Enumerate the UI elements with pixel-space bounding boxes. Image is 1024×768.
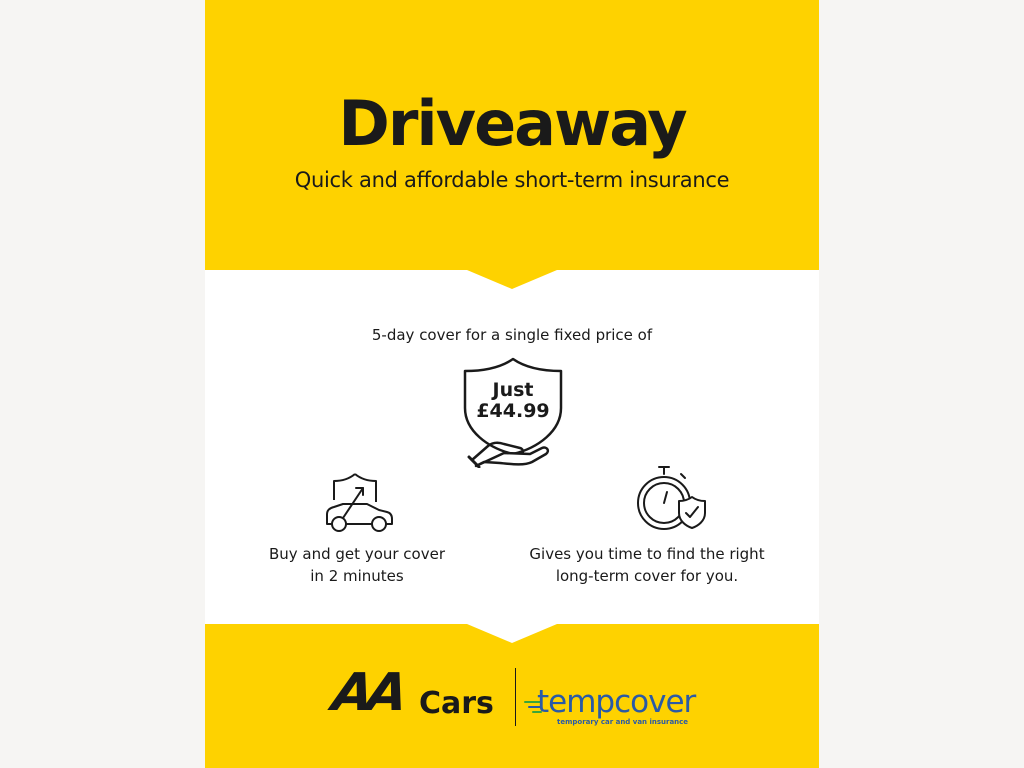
offer-intro: 5-day cover for a single fixed price of <box>371 326 653 344</box>
page-title: Driveaway <box>338 87 686 160</box>
tempcover-tagline: temporary car and van insurance <box>557 718 689 726</box>
price-prefix: Just <box>492 379 534 401</box>
stopwatch-shield-icon <box>637 465 709 533</box>
feature-text: in 2 minutes <box>310 567 404 585</box>
aa-logo: AA <box>328 663 406 723</box>
feature-text: Buy and get your cover <box>268 545 446 563</box>
car-shield-icon <box>321 472 395 532</box>
aa-cars-label: Cars <box>419 686 494 721</box>
logo-divider <box>515 668 516 726</box>
feature-text: long-term cover for you. <box>555 567 739 585</box>
top-chevron <box>467 270 557 289</box>
price-amount: £44.99 <box>476 400 550 422</box>
price-shield <box>460 356 570 468</box>
bottom-chevron <box>467 624 557 643</box>
insurance-poster <box>205 0 819 768</box>
tempcover-logo: tempcover <box>537 684 696 720</box>
page-subtitle: Quick and affordable short-term insurance <box>294 168 730 192</box>
price-label <box>460 380 566 422</box>
feature-time-to-find <box>527 543 767 587</box>
feature-text: Gives you time to find the right <box>529 545 765 563</box>
feature-quick-purchase <box>257 543 457 587</box>
